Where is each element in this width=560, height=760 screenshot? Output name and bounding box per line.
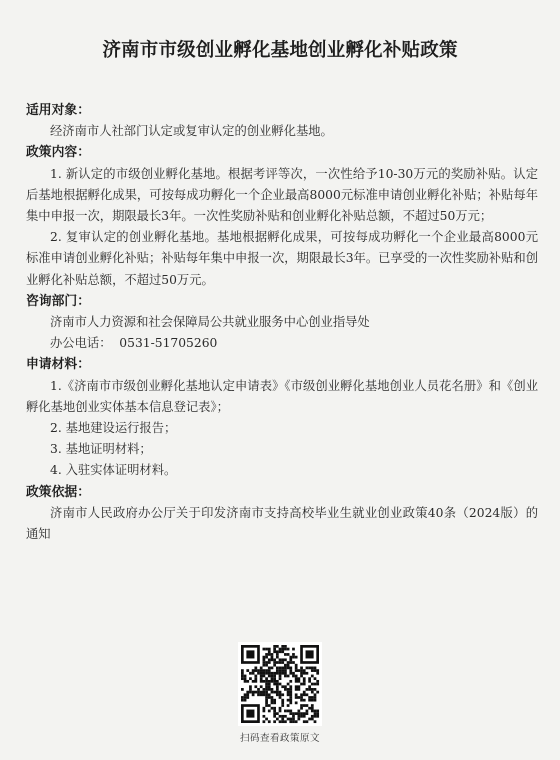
section-paragraph: 1.《济南市市级创业孵化基地认定申请表》《市级创业孵化基地创业人员花名册》和《创业孵化基地创业实体基本信息登记表》；: [26, 378, 538, 414]
section-heading: 政策依据：: [26, 484, 90, 500]
policy-content: [26, 100, 538, 545]
section-paragraph: 2. 复审认定的创业孵化基地。基地根据孵化成果，可按每成功孵化一个企业最高8000元标准申请创业孵化补贴；补贴每年集中申报一次，期限最长3年。已享受的一次性奖励补贴和创业孵化补贴总额，不超过50万元。: [26, 230, 538, 287]
section-materials: [26, 354, 538, 481]
section-basis: [26, 482, 538, 546]
page-title: 济南市市级创业孵化基地创业孵化补贴政策: [102, 40, 458, 61]
section-heading: 适用对象：: [26, 103, 90, 118]
qr-caption: 扫码查看政策原文: [239, 733, 320, 744]
section-heading: 政策内容：: [26, 145, 90, 161]
section-paragraph: 1. 新认定的市级创业孵化基地。根据考评等次，一次性给予10-30万元的奖励补贴。认定后基地根据孵化成果，可按每成功孵化一个企业最高8000元标准申请创业孵化补贴；补贴每年集中申报一次，期限最长3年。一次性奖励补贴和创业孵化补贴总额，不超过50万元；: [26, 166, 538, 224]
section-paragraph: 2. 基地建设运行报告；: [50, 421, 177, 436]
section-eligibility: [26, 100, 538, 142]
section-paragraph: 济南市人力资源和社会保障局公共就业服务中心创业指导处: [50, 315, 370, 330]
section-paragraph: 经济南市人社部门认定或复审认定的创业孵化基地。: [50, 124, 333, 139]
section-policy: [26, 142, 538, 290]
section-paragraph: 3. 基地证明材料；: [50, 442, 152, 457]
section-paragraph: 济南市人民政府办公厅关于印发济南市支持高校毕业生就业创业政策40条（2024版）的通知: [26, 505, 538, 542]
office-phone: 办公电话： 0531-51705260: [50, 336, 218, 351]
qr-code-graphic: [238, 642, 322, 726]
section-heading: 咨询部门：: [26, 293, 90, 309]
qr-code-icon[interactable]: [238, 642, 322, 726]
section-paragraph: 4. 入驻实体证明材料。: [50, 463, 177, 478]
section-contact: [26, 291, 538, 355]
section-heading: 申请材料：: [26, 357, 90, 373]
